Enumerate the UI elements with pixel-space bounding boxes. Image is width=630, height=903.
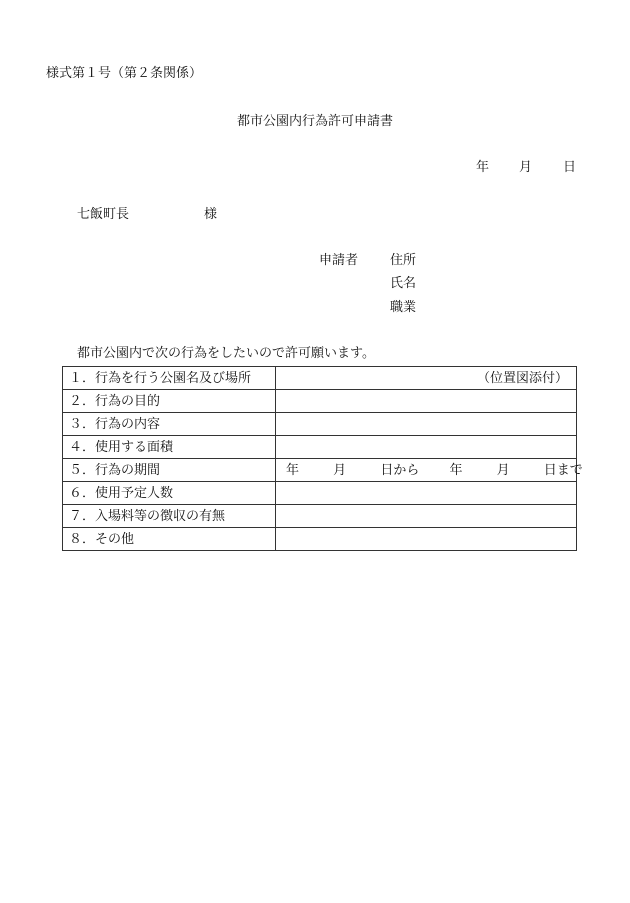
value-area[interactable] — [276, 436, 577, 459]
table-row — [63, 390, 577, 413]
applicant-address-label: 住所 — [390, 253, 417, 268]
table-row — [63, 528, 577, 551]
date-day-label: 日 — [563, 160, 577, 175]
addressee-honorific: 様 — [204, 207, 218, 222]
value-purpose[interactable] — [276, 390, 577, 413]
value-park-location[interactable] — [276, 367, 577, 390]
period-from-year: 年 — [286, 462, 300, 478]
row-label-park-location: １．行為を行う公園名及び場所 — [63, 367, 276, 390]
row-label-period: ５．行為の期間 — [63, 459, 276, 482]
location-map-note: （位置図添付） — [476, 370, 568, 386]
row-label-other: ８．その他 — [63, 528, 276, 551]
applicant-name-label: 氏名 — [390, 276, 417, 291]
period-from-day: 日から — [380, 462, 420, 478]
row-label-purpose: ２．行為の目的 — [63, 390, 276, 413]
period-from-month: 月 — [333, 462, 347, 478]
date-month-label: 月 — [519, 160, 533, 175]
table-row — [63, 505, 577, 528]
value-other[interactable] — [276, 528, 577, 551]
value-attendance[interactable] — [276, 482, 577, 505]
date-year-label: 年 — [476, 160, 490, 175]
row-label-admission-fee: ７．入場料等の徴収の有無 — [63, 505, 276, 528]
applicant-label: 申請者 — [319, 253, 359, 268]
addressee-name: 七飯町長 — [77, 207, 130, 222]
row-label-area: ４．使用する面積 — [63, 436, 276, 459]
document-title: 都市公園内行為許可申請書 — [236, 114, 393, 129]
application-table — [62, 366, 583, 551]
row-label-attendance: ６．使用予定人数 — [63, 482, 276, 505]
table-row — [63, 413, 577, 436]
period-to-year: 年 — [449, 462, 463, 478]
period-to-day: 日まで — [543, 462, 583, 478]
applicant-occupation-label: 職業 — [390, 300, 417, 315]
value-period[interactable] — [276, 459, 583, 482]
row-label-content: ３．行為の内容 — [63, 413, 276, 436]
form-number: 様式第１号（第２条関係） — [46, 66, 203, 81]
intro-text: 都市公園内で次の行為をしたいので許可願います。 — [77, 346, 375, 361]
value-admission-fee[interactable] — [276, 505, 577, 528]
value-content[interactable] — [276, 413, 577, 436]
table-row — [63, 459, 577, 482]
period-to-month: 月 — [496, 462, 510, 478]
table-row — [63, 482, 577, 505]
table-row — [63, 367, 577, 390]
table-row — [63, 436, 577, 459]
